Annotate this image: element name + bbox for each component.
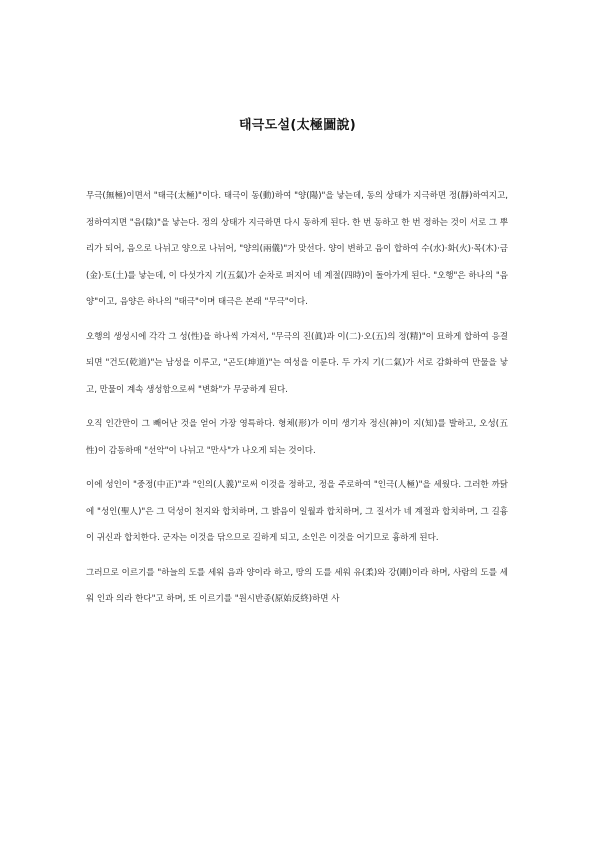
paragraph: 오행의 생성시에 각각 그 성(性)을 하나씩 가져서, "무극의 진(眞)과 이(二)·오(五)의 정(精)"이 묘하게 합하여 응결되면 "건도(乾道)"는 남성을 이루고, "곤도(坤道)"는 여성을 이룬다. 두 가지 기(二氣)가 서로 감화하여 만물을 낳고, 만물이 계속 생성함으로써 "변화"가 무궁하게 된다. [86,331,508,395]
paragraph: 무극(無極)이면서 "태극(太極)"이다. 태극이 동(動)하여 "양(陽)"을 낳는데, 동의 상태가 지극하면 정(靜)하여지고, 정하여지면 "음(陰)"을 낳는다. 정의 상태가 지극하면 다시 동하게 된다. 한 번 동하고 한 번 정하는 것이 서로 그 뿌리가 되어, 음으로 나뉘고 양으로 나뉘어, "양의(兩儀)"가 맞선다. 양이 변하고 음이 합하여 수(水)·화(火)·목(木)·금(金)·토(土)를 낳는데, 이 다섯가지 기(五氣)가 순차로 퍼지어 네 계절(四時)이 돌아가게 된다. "오행"은 하나의 "음양"이고, 음양은 하나의 "태극"이며 태극은 본래 "무극"이다. [86,191,508,307]
document-body [86,183,508,621]
paragraph: 오직 인간만이 그 빼어난 것을 얻어 가장 영특하다. 형체(形)가 이미 생기자 정신(神)이 지(知)를 발하고, 오성(五性)이 감동하매 "선악"이 나뉘고 "만사"가 나오게 되는 것이다. [86,419,508,456]
paragraph: 그러므로 이르기를 "하늘의 도를 세워 음과 양이라 하고, 땅의 도를 세워 유(柔)와 강(剛)이라 하며, 사람의 도를 세워 인과 의라 한다"고 하며, 또 이르기를 "원시반종(原始反終)하면 사 [86,567,508,604]
paragraph: 이에 성인이 "중정(中正)"과 "인의(人義)"로써 이것을 정하고, 정을 주로하여 "인극(人極)"을 세웠다. 그러한 까닭에 "성인(聖人)"은 그 덕성이 천지와 합치하며, 그 밝음이 일월과 합치하며, 그 질서가 네 계절과 합치하며, 그 길흉이 귀신과 합치한다. 군자는 이것을 닦으므로 길하게 되고, 소인은 이것을 어기므로 흉하게 된다. [86,480,508,543]
document-title: 태극도설(太極圖說) [238,118,357,133]
